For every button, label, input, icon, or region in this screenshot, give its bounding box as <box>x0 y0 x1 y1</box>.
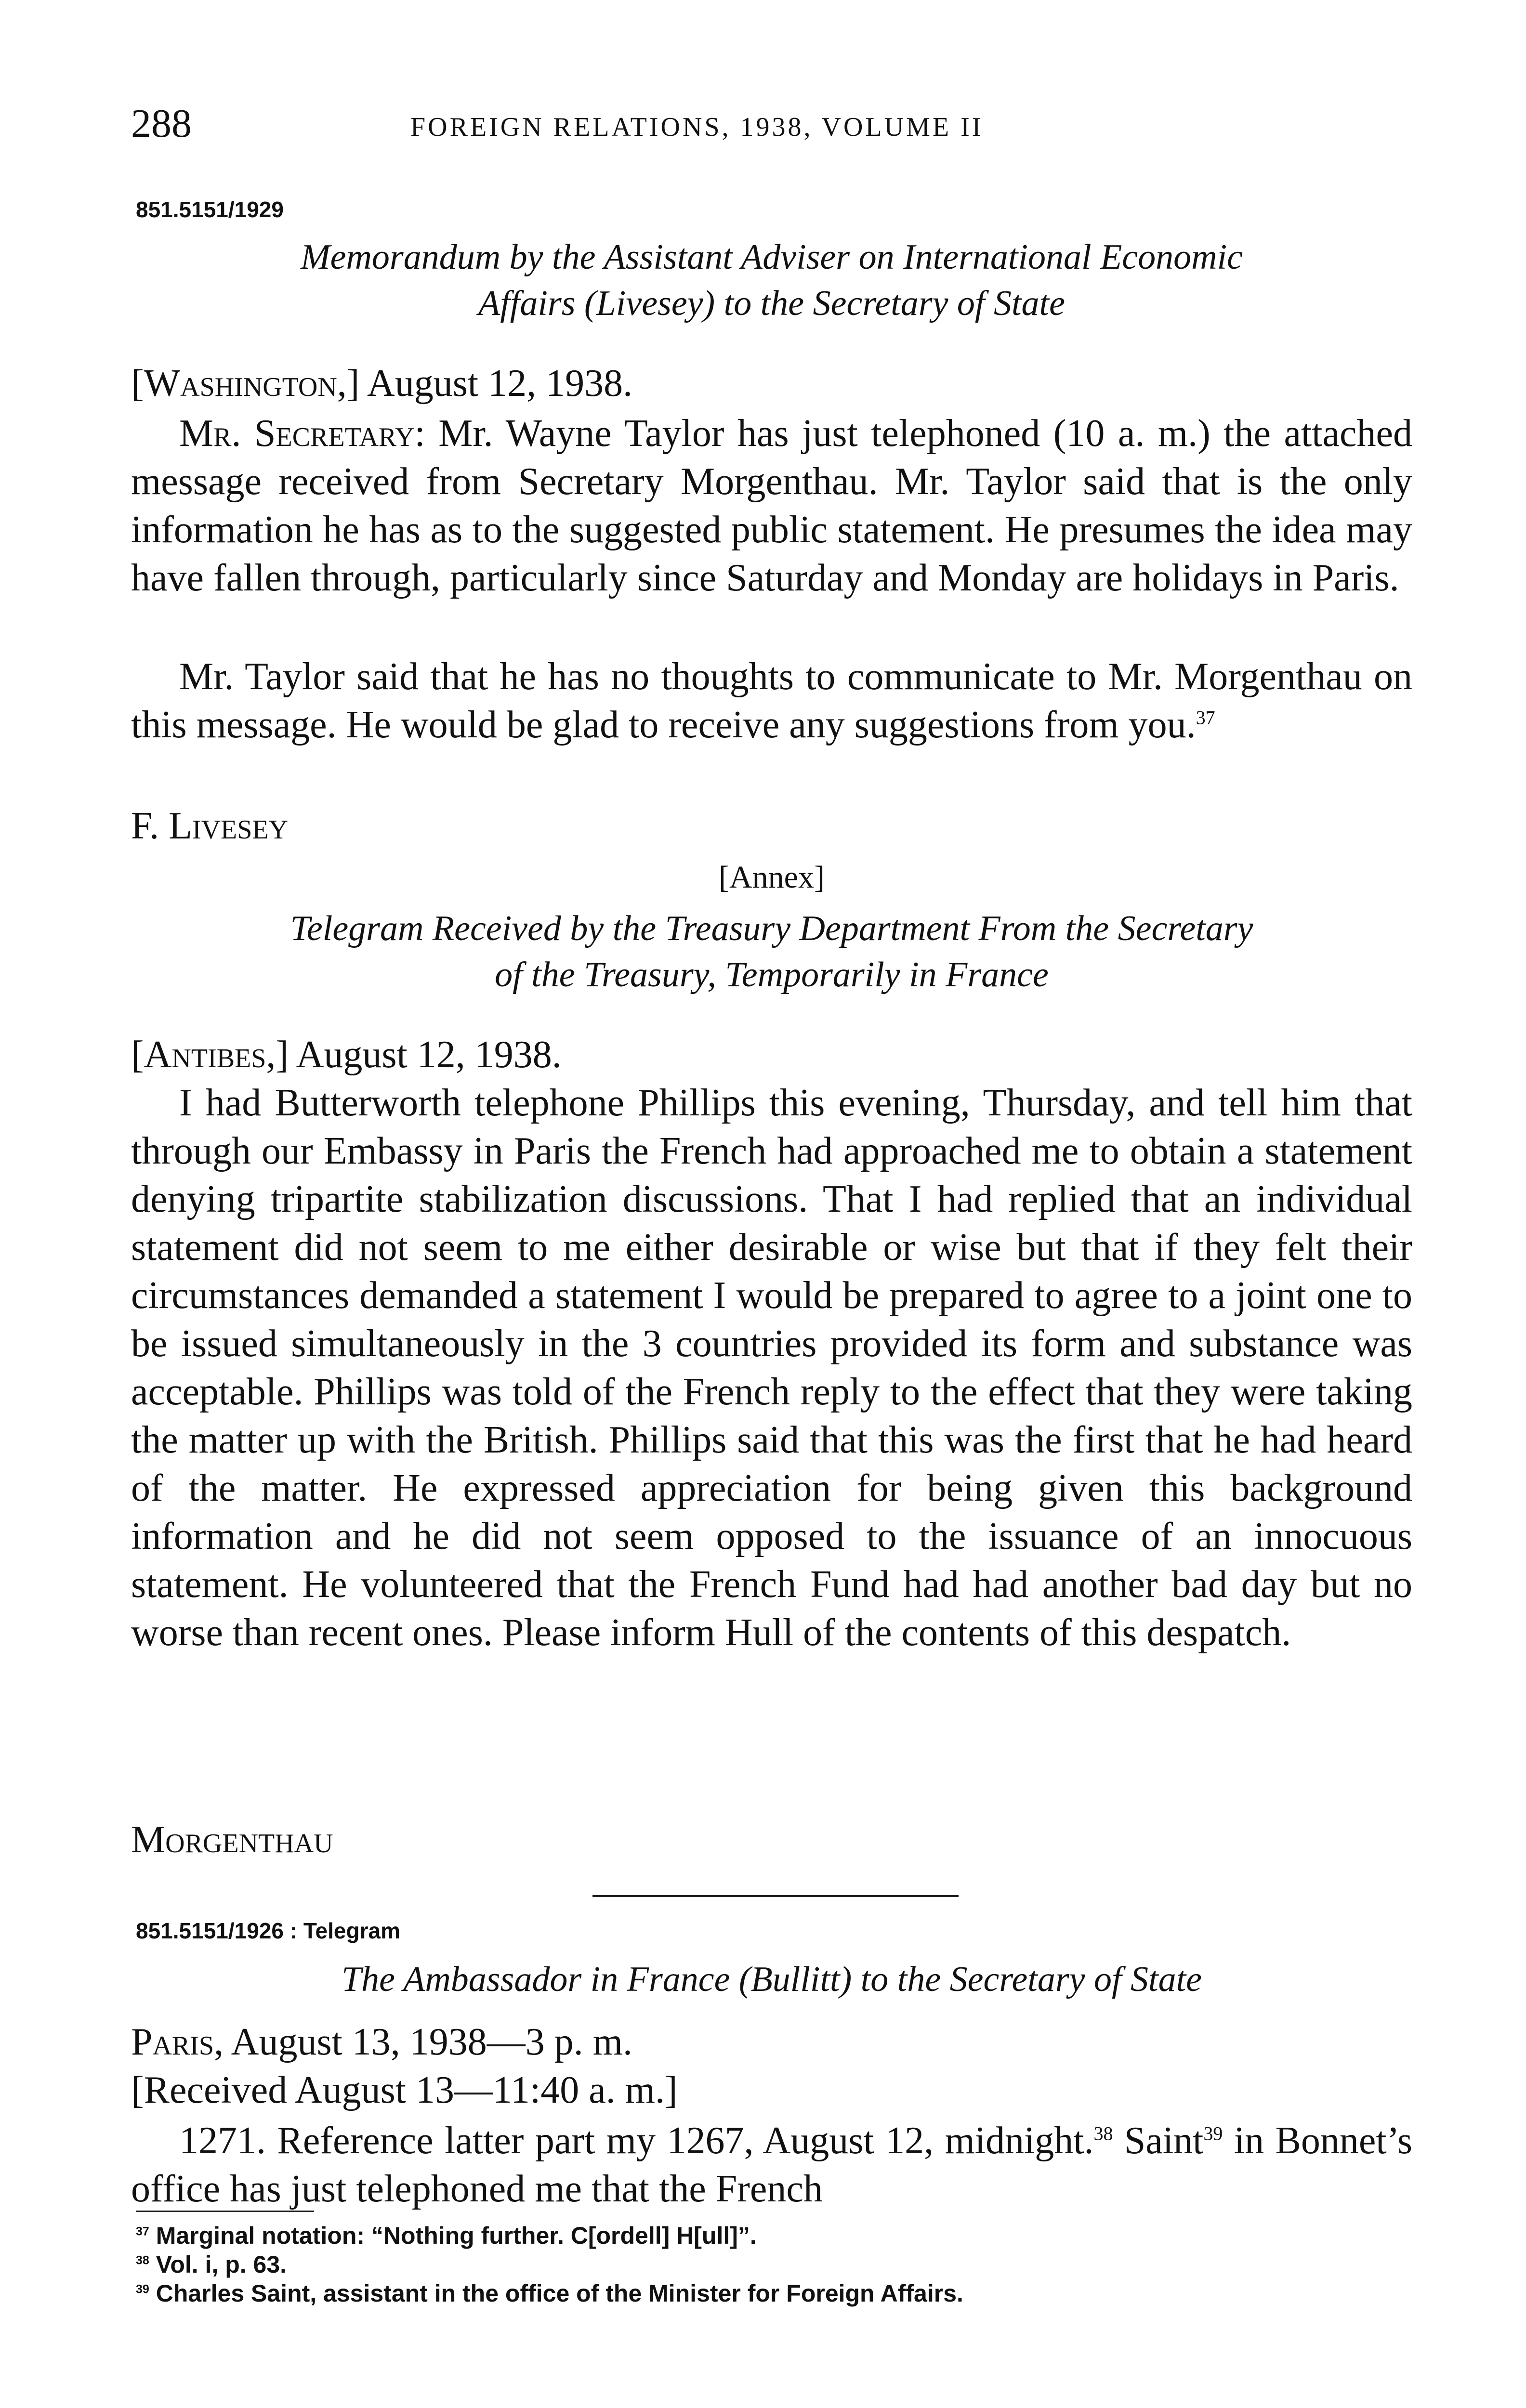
paragraph-text: Saint <box>1113 2120 1204 2162</box>
title-line: Telegram Received by the Treasury Department From the Secretary <box>290 909 1253 948</box>
footnote-text: Marginal notation: “Nothing further. C[ordell] H[ull]”. <box>149 2222 757 2249</box>
footnote-rule <box>136 2211 314 2212</box>
running-title: FOREIGN RELATIONS, 1938, VOLUME II <box>410 112 984 142</box>
paragraph-text: 1271. Reference latter part my 1267, August 12, midnight. <box>179 2120 1094 2162</box>
dateline-place: [Washington,] <box>131 362 360 405</box>
footnote <box>136 2279 1412 2308</box>
dateline-date: August 12, 1938. <box>359 362 633 405</box>
title-line: Memorandum by the Assistant Adviser on International Economic <box>301 237 1243 277</box>
file-number: 851.5151/1926 : Telegram <box>136 1918 400 1943</box>
title-line: of the Treasury, Temporarily in France <box>495 955 1049 995</box>
annex-title <box>131 905 1412 998</box>
footnote-ref: 38 <box>1093 2122 1113 2145</box>
dateline <box>131 359 1412 407</box>
salutation: Mr. Secretary: <box>179 412 425 455</box>
signature: Morgenthau <box>131 1819 333 1861</box>
paragraph-text: Mr. Wayne Taylor has just telephoned (10 a. m.) the attached message received from Secretary Morgenthau. Mr. Taylor said that is the only information he has as to the suggested public statement. He presumes the idea may have fallen through, particularly since Saturday and Monday are holidays in Paris. <box>131 412 1412 599</box>
paragraph-text: Mr. Taylor said that he has no thoughts to communicate to Mr. Morgenthau on this message. He would be glad to receive any suggestions from you. <box>131 655 1412 746</box>
footnote-text: Charles Saint, assistant in the office of the Minister for Foreign Affairs. <box>149 2280 963 2307</box>
dateline <box>131 1031 1412 1079</box>
page-number: 288 <box>131 101 192 146</box>
dateline <box>131 2018 1412 2066</box>
footnote <box>136 2250 1412 2279</box>
footnote <box>136 2221 1412 2250</box>
dateline-date: August 12, 1938. <box>289 1034 562 1076</box>
file-number: 851.5151/1929 <box>136 197 284 222</box>
footnote-mark: 37 <box>136 2225 149 2238</box>
paragraph <box>131 653 1412 749</box>
document-title <box>131 234 1412 327</box>
footnote-mark: 38 <box>136 2253 149 2267</box>
footnote-mark: 39 <box>136 2282 149 2296</box>
telegram-body: I had Butterworth telephone Phillips this evening, Thursday, and tell him that through our Embassy in Paris the French had approached me to obtain a statement denying tripartite stabilization discussions. That I had replied that an individual statement did not seem to me either desirable or wise but that if they felt their circumstances demanded a statement I would be prepared to agree to a joint one to be issued simultaneously in the 3 countries provided its form and substance was acceptable. Phillips was told of the French reply to the effect that they were taking the matter up with the British. Phillips said that this was the first that he had heard of the matter. He expressed appreciation for being given this background information and he did not seem opposed to the issuance of an innocuous statement. He volunteered that the French Fund had had another bad day but no worse than recent ones. Please inform Hull of the contents of this despatch. <box>131 1082 1412 1654</box>
footnotes <box>136 2221 1412 2308</box>
title-line: Affairs (Livesey) to the Secretary of State <box>478 284 1065 323</box>
footnote-ref: 37 <box>1196 707 1215 729</box>
dateline-date: August 13, 1938—3 p. m. <box>224 2021 633 2063</box>
footnote-text: Vol. i, p. 63. <box>149 2251 287 2278</box>
received-line: [Received August 13—11:40 a. m.] <box>131 2069 678 2111</box>
section-divider <box>592 1895 959 1897</box>
footnote-ref: 39 <box>1203 2122 1223 2145</box>
paragraph-text: in Bonnet’s office has just telephoned me that the French <box>131 2120 1412 2210</box>
document-title: The Ambassador in France (Bullitt) to the Secretary of State <box>341 1960 1202 1999</box>
telegram-body <box>131 2117 1412 2213</box>
dateline-place: [Antibes,] <box>131 1034 289 1076</box>
annex-label: [Annex] <box>719 860 825 895</box>
dateline-place: Paris, <box>131 2021 224 2063</box>
page-header <box>131 100 1412 153</box>
paragraph <box>131 409 1412 602</box>
signature: F. Livesey <box>131 805 289 847</box>
